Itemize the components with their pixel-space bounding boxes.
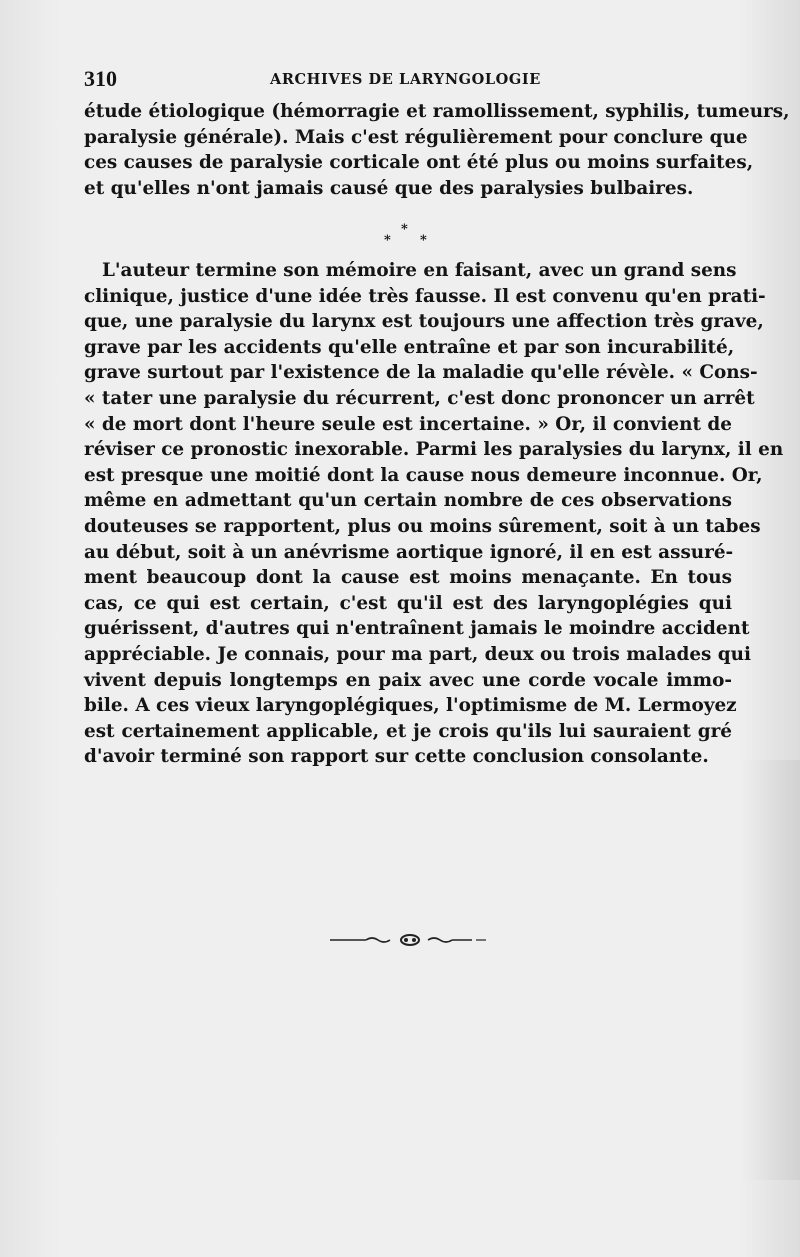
text-line: bile. A ces vieux laryngoplégiques, l'optimisme de M. Lermoyez [84,695,737,717]
running-title: ARCHIVES DE LARYNGOLOGIE [270,71,541,88]
text-line: que, une paralysie du larynx est toujours une affection très grave, [84,311,764,333]
text-line: L'auteur termine son mémoire en faisant, avec un grand sens [102,260,737,281]
text-line: est certainement applicable, et je crois qu'ils lui sauraient gré [84,720,732,742]
asterism-star: * [401,222,408,237]
text-line: réviser ce pronostic inexorable. Parmi les paralysies du larynx, il en [84,439,784,461]
text-line: clinique, justice d'une idée très fausse. Il est convenu qu'en prati- [84,285,766,307]
page-header [84,66,734,96]
text-line: guérissent, d'autres qui n'entraînent jamais le moindre accident [84,618,750,640]
fleuron-ornament-icon [330,930,490,950]
text-line: appréciable. Je connais, pour ma part, deux ou trois malades qui [84,643,752,665]
text-line: paralysie générale). Mais c'est régulièrement pour conclure que [84,126,748,148]
text-line: au début, soit à un anévrisme aortique ignoré, il en est assuré- [84,541,734,563]
text-line: grave par les accidents qu'elle entraîne et par son incurabilité, [84,336,735,358]
asterism-separator [380,222,440,252]
text-line: ces causes de paralysie corticale ont été plus ou moins surfaites, [84,152,754,174]
page-edge-shadow [740,760,800,1180]
paragraph-continued [84,99,790,201]
text-line: « de mort dont l'heure seule est incertaine. » Or, il convient de [84,413,732,435]
text-line: est presque une moitié dont la cause nous demeure inconnue. Or, [84,464,763,486]
text-line: douteuses se rapportent, plus ou moins sûrement, soit à un tabes [84,515,761,537]
text-line: d'avoir terminé son rapport sur cette conclusion consolante. [84,746,709,768]
paragraph-conclusion [84,258,784,770]
text-line: grave surtout par l'existence de la maladie qu'elle révèle. « Cons- [84,362,758,384]
text-line: même en admettant qu'un certain nombre de ces observations [84,490,732,512]
text-line: et qu'elles n'ont jamais causé que des paralysies bulbaires. [84,177,694,199]
asterism-star: * [420,233,427,248]
text-line: étude étiologique (hémorragie et ramollissement, syphilis, tumeurs, [84,101,790,122]
text-line: cas, ce qui est certain, c'est qu'il est des laryngoplégies qui [84,592,732,614]
text-line: vivent depuis longtemps en paix avec une corde vocale immo- [84,669,732,691]
asterism-star: * [384,233,391,248]
page-number: 310 [84,66,117,91]
text-line: ment beaucoup dont la cause est moins menaçante. En tous [84,567,732,589]
text-line: « tater une paralysie du récurrent, c'est donc prononcer un arrêt [84,387,755,409]
